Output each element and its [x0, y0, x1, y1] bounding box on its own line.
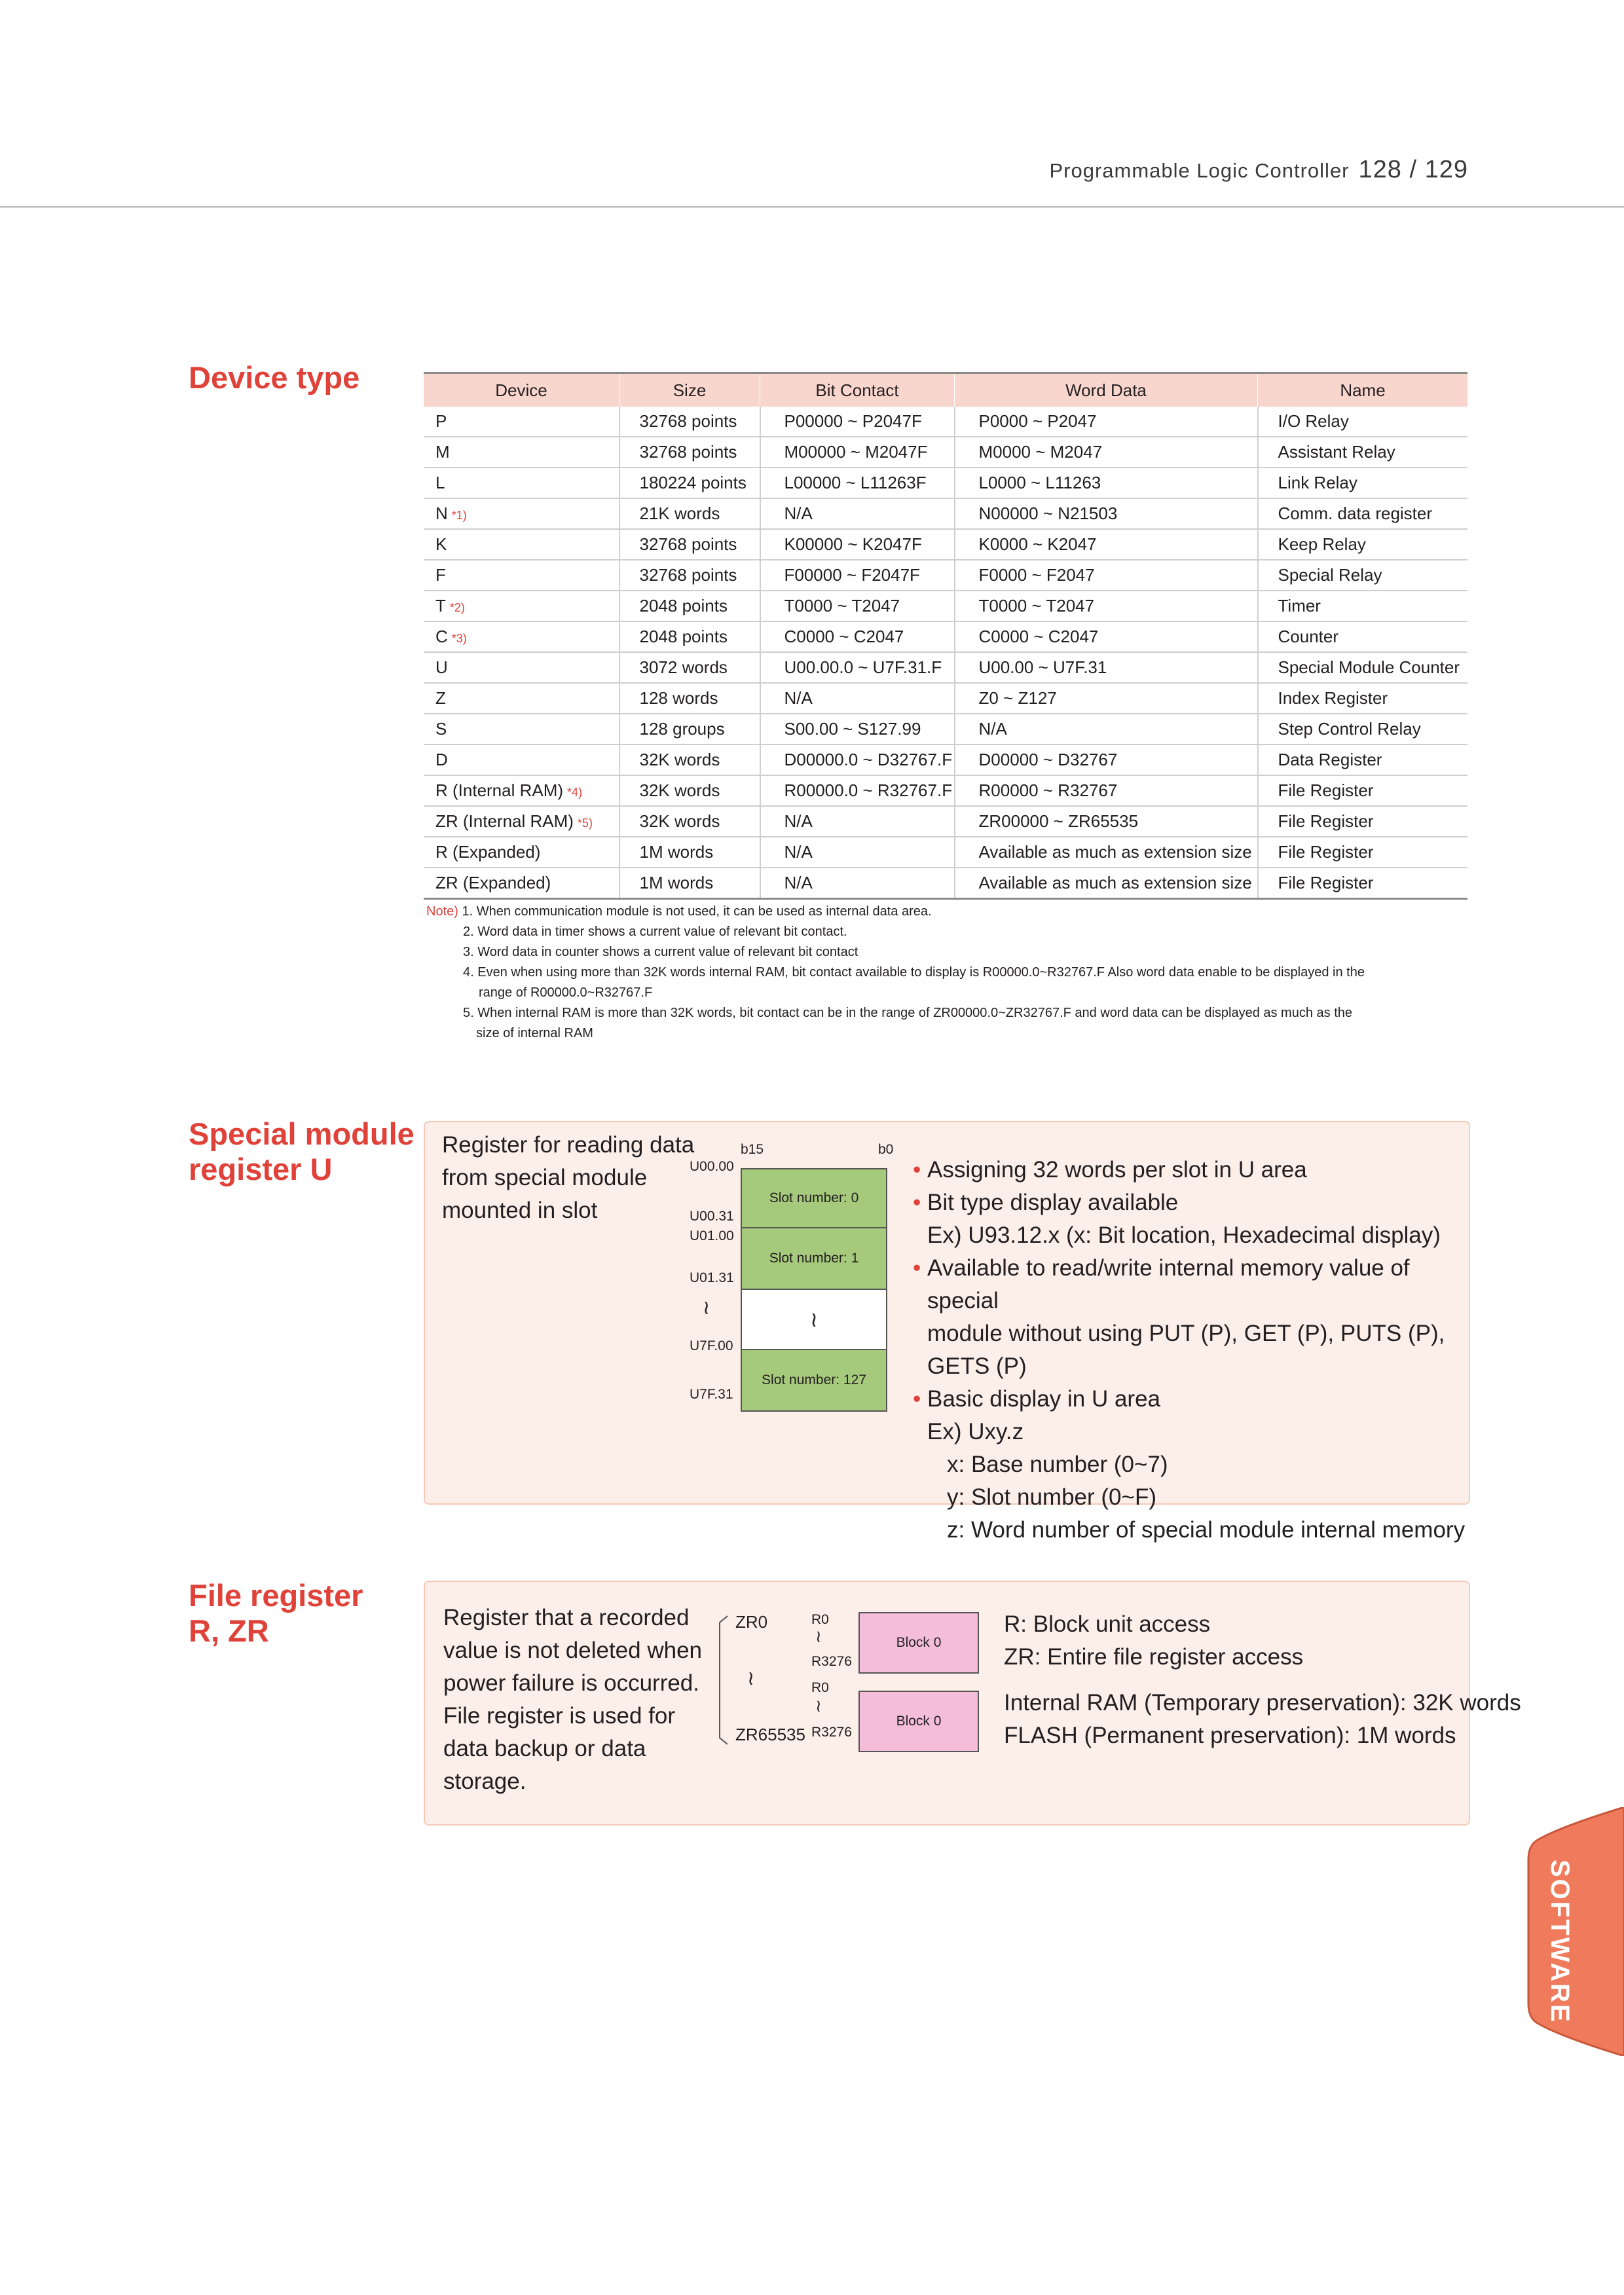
cell-name: Counter	[1258, 621, 1468, 652]
cell-size: 2048 points	[619, 621, 760, 652]
r-start-label: R0	[811, 1680, 829, 1695]
bullet-sub: y: Slot number (0~F)	[947, 1484, 1156, 1510]
cell-name: Comm. data register	[1258, 498, 1468, 529]
bullet-item: • Bit type display available	[913, 1190, 1179, 1215]
software-tab-label: SOFTWARE	[1545, 1860, 1574, 2024]
cell-size: 32768 points	[619, 560, 760, 591]
bit0-label: b0	[878, 1142, 894, 1157]
cell-device: R (Expanded)	[424, 837, 619, 868]
cell-device: L	[424, 468, 619, 498]
footnote-ref: *5)	[577, 817, 593, 830]
note-2: 2. Word data in timer shows a current value of relevant bit contact.	[463, 925, 847, 939]
bit15-label: b15	[741, 1142, 764, 1157]
cell-device: P	[424, 407, 619, 437]
special-module-desc	[442, 1129, 694, 1227]
file-register-title	[189, 1578, 363, 1649]
special-module-title-line2: register U	[189, 1152, 333, 1186]
bullet-sub: module without using PUT (P), GET (P), PUTS (P), GETS (P)	[927, 1321, 1445, 1379]
cell-bit-contact: U00.00.0 ~ U7F.31.F	[760, 652, 955, 683]
special-module-bullets	[913, 1154, 1469, 1547]
cell-device: Z	[424, 683, 619, 714]
slot-127: Slot number: 127	[741, 1349, 887, 1412]
cell-size: 32768 points	[619, 529, 760, 560]
table-row	[424, 407, 1467, 437]
file-register-storage	[1004, 1687, 1521, 1752]
desc-line: from special module	[442, 1165, 648, 1190]
cell-word-data: L0000 ~ L11263	[955, 468, 1258, 498]
cell-device: D	[424, 744, 619, 775]
col-size: Size	[619, 373, 760, 407]
table-row	[424, 621, 1467, 652]
cell-bit-contact: N/A	[760, 498, 955, 529]
cell-name: File Register	[1258, 868, 1468, 899]
page-header	[1049, 156, 1468, 184]
cell-bit-contact: K00000 ~ K2047F	[760, 529, 955, 560]
bullet-item: • Available to read/write internal memory value of special	[913, 1255, 1410, 1313]
cell-size: 1M words	[619, 868, 760, 899]
cell-bit-contact: F00000 ~ F2047F	[760, 560, 955, 591]
cell-word-data: R00000 ~ R32767	[955, 775, 1258, 806]
cell-device: T *2)	[424, 591, 619, 621]
bullet-item: • Basic display in U area	[913, 1386, 1160, 1412]
cell-device: M	[424, 437, 619, 468]
cell-size: 32K words	[619, 744, 760, 775]
desc-line: storage.	[443, 1769, 526, 1794]
header-title: Programmable Logic Controller	[1049, 159, 1350, 182]
desc-line: File register is used for	[443, 1703, 676, 1729]
cell-device: ZR (Expanded)	[424, 868, 619, 899]
cell-word-data: N/A	[955, 714, 1258, 744]
cell-size: 2048 points	[619, 591, 760, 621]
cell-bit-contact: N/A	[760, 837, 955, 868]
note-3: 3. Word data in counter shows a current value of relevant bit contact	[463, 945, 858, 959]
storage-line: Internal RAM (Temporary preservation): 32K words	[1004, 1690, 1521, 1716]
table-row	[424, 868, 1467, 899]
cell-size: 32768 points	[619, 437, 760, 468]
note-label: Note)	[426, 904, 458, 919]
footnote-ref: *2)	[449, 601, 465, 614]
cell-word-data: C0000 ~ C2047	[955, 621, 1258, 652]
cell-bit-contact: L00000 ~ L11263F	[760, 468, 955, 498]
cell-bit-contact: D00000.0 ~ D32767.F	[760, 744, 955, 775]
cell-name: File Register	[1258, 806, 1468, 837]
cell-size: 1M words	[619, 837, 760, 868]
bullet-sub: z: Word number of special module internal memory	[947, 1517, 1466, 1543]
cell-name: Link Relay	[1258, 468, 1468, 498]
slot-1: Slot number: 1	[741, 1227, 887, 1290]
cell-name: File Register	[1258, 775, 1468, 806]
r-ellipsis: ≀	[815, 1626, 822, 1646]
cell-bit-contact: R00000.0 ~ R32767.F	[760, 775, 955, 806]
addr-label: U00.31	[690, 1209, 734, 1224]
cell-word-data: M0000 ~ M2047	[955, 437, 1258, 468]
file-register-access	[1004, 1608, 1303, 1674]
cell-device: U	[424, 652, 619, 683]
cell-bit-contact: M00000 ~ M2047F	[760, 437, 955, 468]
cell-bit-contact: N/A	[760, 683, 955, 714]
cell-name: Data Register	[1258, 744, 1468, 775]
cell-device: K	[424, 529, 619, 560]
table-row	[424, 529, 1467, 560]
cell-bit-contact: P00000 ~ P2047F	[760, 407, 955, 437]
footnote-ref: *1)	[451, 509, 467, 522]
note-5: 5. When internal RAM is more than 32K words, bit contact can be in the range of ZR00000.0~ZR32767.F and word data can be displayed as much as the	[463, 1006, 1352, 1020]
cell-word-data: N00000 ~ N21503	[955, 498, 1258, 529]
desc-line: Register that a recorded	[443, 1605, 690, 1630]
r-end-label: R3276	[811, 1725, 852, 1740]
block-0-b: Block 0	[858, 1691, 979, 1752]
slot-0: Slot number: 0	[741, 1168, 887, 1228]
header-divider	[0, 206, 1624, 208]
ellipsis-label: ≀	[703, 1297, 710, 1319]
cell-name: Assistant Relay	[1258, 437, 1468, 468]
col-word-data: Word Data	[955, 373, 1258, 407]
cell-size: 128 words	[619, 683, 760, 714]
file-register-title-line2: R, ZR	[189, 1613, 269, 1648]
table-row	[424, 744, 1467, 775]
block-0-a: Block 0	[858, 1612, 979, 1674]
table-row	[424, 591, 1467, 621]
table-row	[424, 806, 1467, 837]
desc-line: power failure is occurred.	[443, 1670, 699, 1696]
cell-name: Timer	[1258, 591, 1468, 621]
device-table	[424, 372, 1467, 900]
special-module-box	[424, 1121, 1470, 1543]
note-1: 1. When communication module is not used, it can be used as internal data area.	[462, 904, 932, 919]
access-line: R: Block unit access	[1004, 1611, 1211, 1637]
table-header-row	[424, 373, 1467, 407]
cell-bit-contact: N/A	[760, 868, 955, 899]
addr-label: U01.31	[690, 1270, 734, 1285]
table-row	[424, 714, 1467, 744]
addr-label: U7F.31	[690, 1387, 733, 1402]
cell-name: Step Control Relay	[1258, 714, 1468, 744]
col-device: Device	[424, 373, 619, 407]
table-row	[424, 498, 1467, 529]
bullet-sub: Ex) U93.12.x (x: Bit location, Hexadecimal display)	[927, 1222, 1441, 1248]
cell-word-data: U00.00 ~ U7F.31	[955, 652, 1258, 683]
bullet-sub: Ex) Uxy.z	[927, 1419, 1024, 1444]
desc-line: mounted in slot	[442, 1198, 598, 1223]
cell-device: C *3)	[424, 621, 619, 652]
cell-word-data: Available as much as extension size	[955, 868, 1258, 899]
addr-label: U7F.00	[690, 1338, 733, 1353]
cell-bit-contact: T0000 ~ T2047	[760, 591, 955, 621]
note-4-cont: range of R00000.0~R32767.F	[479, 985, 653, 1000]
zr-start-label: ZR0	[735, 1612, 768, 1632]
cell-device: S	[424, 714, 619, 744]
table-row	[424, 837, 1467, 868]
cell-bit-contact: S00.00 ~ S127.99	[760, 714, 955, 744]
cell-bit-contact: N/A	[760, 806, 955, 837]
access-line: ZR: Entire file register access	[1004, 1644, 1304, 1670]
cell-name: I/O Relay	[1258, 407, 1468, 437]
cell-word-data: F0000 ~ F2047	[955, 560, 1258, 591]
cell-size: 32K words	[619, 775, 760, 806]
storage-line: FLASH (Permanent preservation): 1M words	[1004, 1723, 1456, 1748]
table-row	[424, 683, 1467, 714]
cell-word-data: T0000 ~ T2047	[955, 591, 1258, 621]
col-name: Name	[1258, 373, 1468, 407]
cell-size: 21K words	[619, 498, 760, 529]
bullet-sub: x: Base number (0~7)	[947, 1452, 1168, 1477]
cell-size: 32K words	[619, 806, 760, 837]
zr-end-label: ZR65535	[735, 1725, 805, 1744]
table-row	[424, 560, 1467, 591]
addr-label: U00.00	[690, 1159, 734, 1174]
special-module-title-line1: Special module	[189, 1116, 415, 1151]
file-register-desc	[443, 1602, 702, 1798]
r-end-label: R3276	[811, 1654, 852, 1669]
addr-label: U01.00	[690, 1228, 734, 1243]
zr-bracket	[713, 1615, 733, 1746]
cell-size: 3072 words	[619, 652, 760, 683]
col-bit-contact: Bit Contact	[760, 373, 955, 407]
table-row	[424, 652, 1467, 683]
cell-name: Keep Relay	[1258, 529, 1468, 560]
special-module-title	[189, 1116, 415, 1187]
cell-name: Index Register	[1258, 683, 1468, 714]
footnote-ref: *4)	[567, 786, 583, 799]
r-ellipsis: ≀	[815, 1696, 822, 1716]
bullet-item: • Assigning 32 words per slot in U area	[913, 1157, 1307, 1183]
cell-device: ZR (Internal RAM) *5)	[424, 806, 619, 837]
desc-line: data backup or data	[443, 1736, 646, 1761]
file-register-title-line1: File register	[189, 1578, 363, 1613]
cell-word-data: Z0 ~ Z127	[955, 683, 1258, 714]
cell-device: F	[424, 560, 619, 591]
cell-word-data: P0000 ~ P2047	[955, 407, 1258, 437]
cell-name: Special Relay	[1258, 560, 1468, 591]
desc-line: Register for reading data	[442, 1132, 695, 1158]
table-row	[424, 437, 1467, 468]
cell-word-data: K0000 ~ K2047	[955, 529, 1258, 560]
slot-ellipsis: ≀	[741, 1289, 887, 1350]
note-5-cont: size of internal RAM	[476, 1026, 593, 1040]
cell-word-data: Available as much as extension size	[955, 837, 1258, 868]
table-row	[424, 775, 1467, 806]
cell-device: R (Internal RAM) *4)	[424, 775, 619, 806]
page-numbers: 128 / 129	[1358, 156, 1468, 183]
cell-word-data: ZR00000 ~ ZR65535	[955, 806, 1258, 837]
cell-device: N *1)	[424, 498, 619, 529]
cell-name: Special Module Counter	[1258, 652, 1468, 683]
cell-size: 32768 points	[619, 407, 760, 437]
cell-size: 128 groups	[619, 714, 760, 744]
cell-name: File Register	[1258, 837, 1468, 868]
desc-line: value is not deleted when	[443, 1638, 702, 1663]
r-start-label: R0	[811, 1612, 829, 1627]
table-row	[424, 468, 1467, 498]
file-register-box	[424, 1581, 1521, 1826]
cell-bit-contact: C0000 ~ C2047	[760, 621, 955, 652]
zr-ellipsis: ≀	[747, 1668, 755, 1689]
device-type-title: Device type	[189, 360, 360, 395]
cell-word-data: D00000 ~ D32767	[955, 744, 1258, 775]
table-notes	[426, 902, 1474, 1044]
cell-size: 180224 points	[619, 468, 760, 498]
note-4: 4. Even when using more than 32K words internal RAM, bit contact available to display is R00000.0~R32767.F Also word data enable to be displayed in the	[463, 965, 1365, 980]
footnote-ref: *3)	[451, 632, 467, 645]
